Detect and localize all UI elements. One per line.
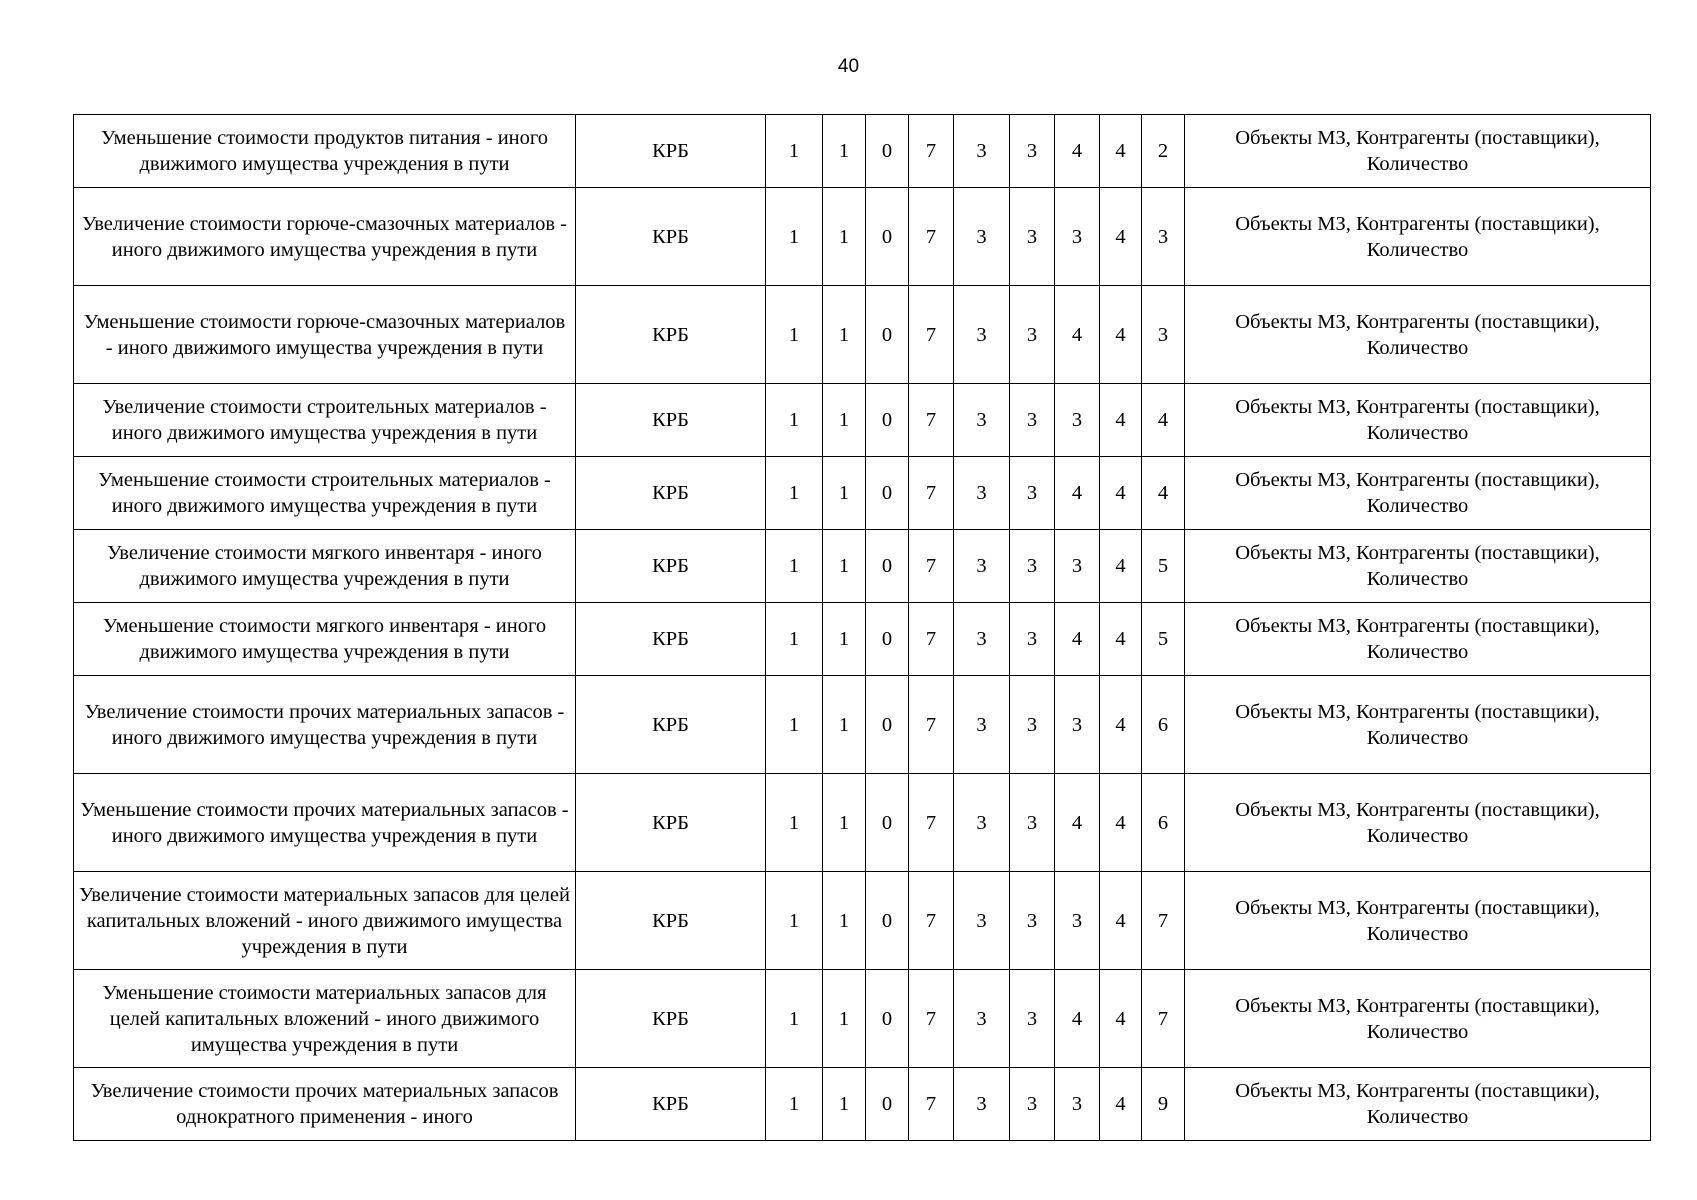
account-digit: 3 <box>1010 676 1055 774</box>
account-digit: 0 <box>866 115 909 188</box>
account-digit: 3 <box>1010 457 1055 530</box>
account-description: Уменьшение стоимости прочих материальных запасов - иного движимого имущества учреждения в пути <box>74 774 576 872</box>
table-row <box>74 872 1651 970</box>
table-row <box>74 603 1651 676</box>
account-digit: 1 <box>823 872 866 970</box>
table-row <box>74 774 1651 872</box>
account-digit: 3 <box>1142 286 1185 384</box>
account-description: Уменьшение стоимости материальных запасов для целей капитальных вложений - иного движимого имущества учреждения в пути <box>74 970 576 1068</box>
account-digit: 0 <box>866 1068 909 1141</box>
account-digit: 7 <box>909 872 954 970</box>
account-digit: 0 <box>866 603 909 676</box>
account-digit: 5 <box>1142 603 1185 676</box>
account-digit: 4 <box>1055 603 1100 676</box>
table-row <box>74 384 1651 457</box>
account-digit: 4 <box>1100 872 1142 970</box>
account-digit: 3 <box>954 970 1010 1068</box>
account-digit: 0 <box>866 676 909 774</box>
account-digit: 3 <box>1055 1068 1100 1141</box>
account-digit: 6 <box>1142 774 1185 872</box>
account-digit: 7 <box>909 457 954 530</box>
table-row <box>74 970 1651 1068</box>
account-digit: 9 <box>1142 1068 1185 1141</box>
account-digit: 3 <box>1010 774 1055 872</box>
account-digit: 4 <box>1055 774 1100 872</box>
account-description: Увеличение стоимости строительных материалов - иного движимого имущества учреждения в пути <box>74 384 576 457</box>
account-code: КРБ <box>576 676 766 774</box>
account-digit: 2 <box>1142 115 1185 188</box>
account-digit: 1 <box>766 530 823 603</box>
account-digit: 1 <box>823 188 866 286</box>
account-digit: 3 <box>1055 530 1100 603</box>
account-digit: 1 <box>823 774 866 872</box>
account-digit: 7 <box>909 530 954 603</box>
account-digit: 7 <box>909 676 954 774</box>
account-digit: 4 <box>1055 286 1100 384</box>
table-row <box>74 676 1651 774</box>
account-description: Уменьшение стоимости строительных материалов - иного движимого имущества учреждения в пути <box>74 457 576 530</box>
account-digit: 1 <box>766 384 823 457</box>
account-digit: 1 <box>766 970 823 1068</box>
account-digit: 0 <box>866 457 909 530</box>
account-digit: 1 <box>766 774 823 872</box>
account-digit: 3 <box>1055 384 1100 457</box>
account-digit: 3 <box>1010 188 1055 286</box>
account-digit: 3 <box>1010 872 1055 970</box>
account-digit: 0 <box>866 384 909 457</box>
account-description: Увеличение стоимости мягкого инвентаря - иного движимого имущества учреждения в пути <box>74 530 576 603</box>
account-description: Уменьшение стоимости продуктов питания - иного движимого имущества учреждения в пути <box>74 115 576 188</box>
account-digit: 0 <box>866 188 909 286</box>
account-digit: 7 <box>909 970 954 1068</box>
account-digit: 4 <box>1100 970 1142 1068</box>
account-digit: 1 <box>766 188 823 286</box>
account-digit: 1 <box>823 286 866 384</box>
account-digit: 1 <box>823 603 866 676</box>
account-digit: 1 <box>766 1068 823 1141</box>
account-digit: 7 <box>1142 872 1185 970</box>
table-row <box>74 286 1651 384</box>
analytics-attributes: Объекты МЗ, Контрагенты (поставщики), Количество <box>1185 115 1651 188</box>
account-digit: 3 <box>954 676 1010 774</box>
account-code: КРБ <box>576 384 766 457</box>
account-digit: 3 <box>954 1068 1010 1141</box>
account-digit: 4 <box>1055 115 1100 188</box>
account-digit: 1 <box>766 603 823 676</box>
analytics-attributes: Объекты МЗ, Контрагенты (поставщики), Количество <box>1185 676 1651 774</box>
table-row <box>74 1068 1651 1141</box>
account-digit: 1 <box>823 457 866 530</box>
account-code: КРБ <box>576 1068 766 1141</box>
analytics-attributes: Объекты МЗ, Контрагенты (поставщики), Количество <box>1185 872 1651 970</box>
account-digit: 3 <box>954 384 1010 457</box>
account-digit: 3 <box>954 603 1010 676</box>
account-digit: 3 <box>1055 188 1100 286</box>
account-digit: 3 <box>954 872 1010 970</box>
account-digit: 1 <box>823 384 866 457</box>
account-digit: 4 <box>1142 457 1185 530</box>
account-digit: 7 <box>909 1068 954 1141</box>
account-digit: 7 <box>909 188 954 286</box>
account-code: КРБ <box>576 603 766 676</box>
account-code: КРБ <box>576 530 766 603</box>
table-row <box>74 457 1651 530</box>
account-description: Уменьшение стоимости горюче-смазочных материалов - иного движимого имущества учреждения в пути <box>74 286 576 384</box>
account-digit: 4 <box>1100 115 1142 188</box>
account-digit: 0 <box>866 970 909 1068</box>
account-digit: 4 <box>1055 970 1100 1068</box>
account-digit: 3 <box>1010 384 1055 457</box>
account-digit: 1 <box>823 970 866 1068</box>
analytics-attributes: Объекты МЗ, Контрагенты (поставщики), Количество <box>1185 774 1651 872</box>
account-digit: 4 <box>1100 774 1142 872</box>
account-digit: 3 <box>1010 115 1055 188</box>
account-digit: 0 <box>866 530 909 603</box>
account-digit: 4 <box>1100 1068 1142 1141</box>
account-digit: 3 <box>1010 603 1055 676</box>
table-row <box>74 115 1651 188</box>
account-description: Увеличение стоимости материальных запасов для целей капитальных вложений - иного движимого имущества учреждения в пути <box>74 872 576 970</box>
account-code: КРБ <box>576 115 766 188</box>
accounts-table <box>73 114 1651 1141</box>
account-description: Уменьшение стоимости мягкого инвентаря - иного движимого имущества учреждения в пути <box>74 603 576 676</box>
table-row <box>74 188 1651 286</box>
account-digit: 0 <box>866 872 909 970</box>
account-digit: 4 <box>1100 457 1142 530</box>
account-digit: 4 <box>1100 530 1142 603</box>
account-digit: 1 <box>766 457 823 530</box>
analytics-attributes: Объекты МЗ, Контрагенты (поставщики), Количество <box>1185 188 1651 286</box>
account-code: КРБ <box>576 872 766 970</box>
account-digit: 7 <box>1142 970 1185 1068</box>
analytics-attributes: Объекты МЗ, Контрагенты (поставщики), Количество <box>1185 970 1651 1068</box>
account-digit: 4 <box>1100 676 1142 774</box>
account-digit: 3 <box>1055 676 1100 774</box>
account-code: КРБ <box>576 457 766 530</box>
account-digit: 4 <box>1100 384 1142 457</box>
account-digit: 4 <box>1100 286 1142 384</box>
account-digit: 3 <box>1010 970 1055 1068</box>
account-digit: 3 <box>954 188 1010 286</box>
account-digit: 3 <box>954 286 1010 384</box>
account-digit: 1 <box>823 1068 866 1141</box>
analytics-attributes: Объекты МЗ, Контрагенты (поставщики), Количество <box>1185 286 1651 384</box>
account-digit: 3 <box>1142 188 1185 286</box>
account-digit: 4 <box>1055 457 1100 530</box>
account-digit: 3 <box>1055 872 1100 970</box>
account-digit: 1 <box>823 115 866 188</box>
account-digit: 7 <box>909 774 954 872</box>
account-code: КРБ <box>576 970 766 1068</box>
analytics-attributes: Объекты МЗ, Контрагенты (поставщики), Количество <box>1185 530 1651 603</box>
account-digit: 7 <box>909 286 954 384</box>
account-digit: 5 <box>1142 530 1185 603</box>
account-digit: 0 <box>866 286 909 384</box>
account-digit: 4 <box>1100 188 1142 286</box>
account-digit: 7 <box>909 603 954 676</box>
account-code: КРБ <box>576 188 766 286</box>
account-description: Увеличение стоимости горюче-смазочных материалов - иного движимого имущества учреждения в пути <box>74 188 576 286</box>
account-code: КРБ <box>576 774 766 872</box>
analytics-attributes: Объекты МЗ, Контрагенты (поставщики), Количество <box>1185 457 1651 530</box>
account-digit: 1 <box>766 115 823 188</box>
account-digit: 0 <box>866 774 909 872</box>
account-digit: 3 <box>954 457 1010 530</box>
account-digit: 4 <box>1100 603 1142 676</box>
account-digit: 6 <box>1142 676 1185 774</box>
analytics-attributes: Объекты МЗ, Контрагенты (поставщики), Количество <box>1185 384 1651 457</box>
page-number: 40 <box>837 56 860 77</box>
account-digit: 3 <box>1010 286 1055 384</box>
analytics-attributes: Объекты МЗ, Контрагенты (поставщики), Количество <box>1185 1068 1651 1141</box>
account-description: Увеличение стоимости прочих материальных запасов - иного движимого имущества учреждения в пути <box>74 676 576 774</box>
account-digit: 3 <box>954 774 1010 872</box>
account-digit: 1 <box>766 286 823 384</box>
account-digit: 3 <box>954 115 1010 188</box>
table-body <box>74 115 1651 1141</box>
account-digit: 1 <box>766 872 823 970</box>
account-digit: 7 <box>909 115 954 188</box>
analytics-attributes: Объекты МЗ, Контрагенты (поставщики), Количество <box>1185 603 1651 676</box>
account-code: КРБ <box>576 286 766 384</box>
table-row <box>74 530 1651 603</box>
account-digit: 1 <box>766 676 823 774</box>
account-description: Увеличение стоимости прочих материальных запасов однократного применения - иного <box>74 1068 576 1141</box>
account-digit: 3 <box>1010 1068 1055 1141</box>
account-digit: 4 <box>1142 384 1185 457</box>
account-digit: 3 <box>1010 530 1055 603</box>
account-digit: 1 <box>823 530 866 603</box>
account-digit: 3 <box>954 530 1010 603</box>
account-digit: 7 <box>909 384 954 457</box>
account-digit: 1 <box>823 676 866 774</box>
